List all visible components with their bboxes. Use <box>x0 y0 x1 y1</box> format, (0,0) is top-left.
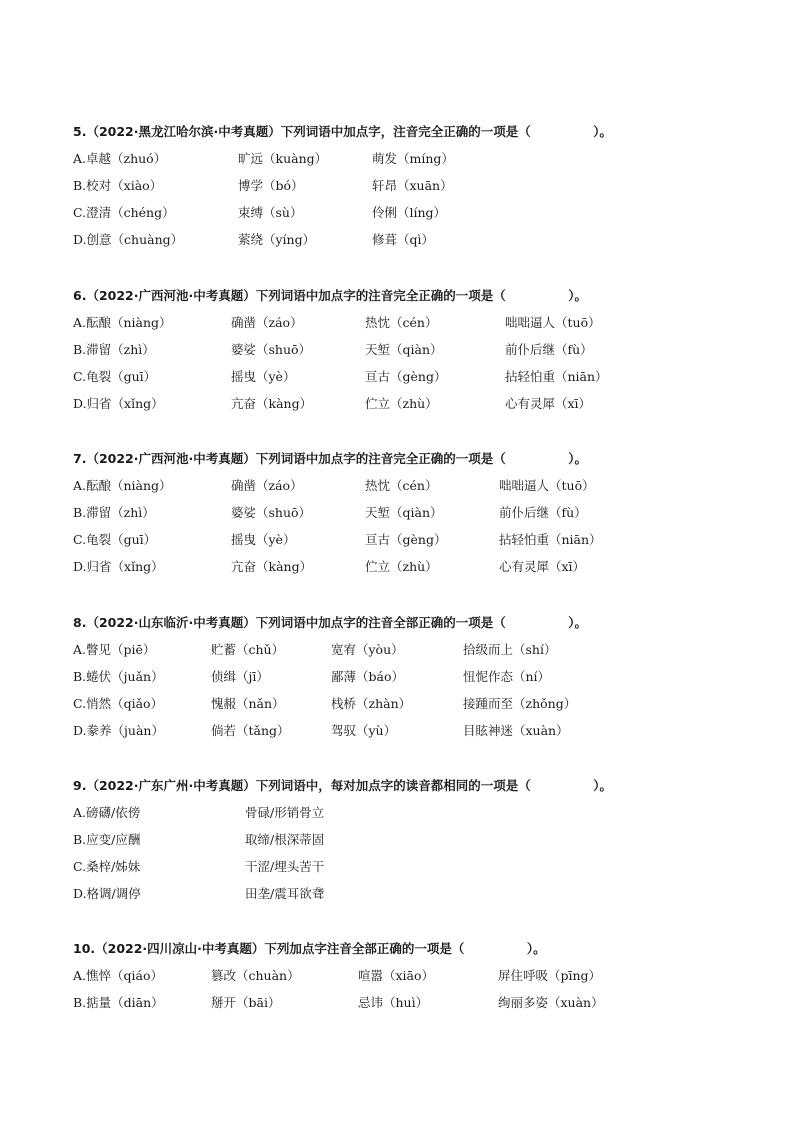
option-cell: 田垄/震耳欲聋 <box>245 886 325 901</box>
question-stem: 7.（2022·广西河池·中考真题）下列词语中加点字的注音完全正确的一项是（ ）。 <box>73 451 587 466</box>
option-cell: C.悄然（qiǎo） <box>73 696 164 711</box>
option-cell: D.豢养（juàn） <box>73 723 164 738</box>
option-cell: 骨碌/形销骨立 <box>245 805 325 820</box>
option-row-b <box>73 504 773 531</box>
option-row-a <box>73 641 773 668</box>
option-cell: A.憔悴（qiáo） <box>73 968 163 983</box>
option-cell: 侦缉（jī） <box>211 669 269 684</box>
option-cell: 忌讳（huì） <box>358 995 429 1010</box>
option-cell: D.归省（xǐng） <box>73 396 164 411</box>
option-cell: 修葺（qì） <box>372 232 434 247</box>
option-row-a <box>73 477 773 504</box>
question-stem: 5.（2022·黑龙江哈尔滨·中考真题）下列词语中加点字，注音完全正确的一项是（ ）。 <box>73 124 612 139</box>
option-row-b <box>73 994 773 1021</box>
option-cell: 萦绕（yíng） <box>238 232 316 247</box>
option-cell: 伶俐（líng） <box>372 205 447 220</box>
question-stem: 8.（2022·山东临沂·中考真题）下列词语中加点字的注音全部正确的一项是（ ）。 <box>73 615 587 630</box>
option-cell: 忸怩作态（ní） <box>463 669 551 684</box>
option-cell: B.蜷伏（juǎn） <box>73 669 164 684</box>
option-cell: 婆娑（shuō） <box>231 342 312 357</box>
option-row-b <box>73 177 773 204</box>
option-row-a <box>73 804 773 831</box>
question-6 <box>73 287 773 422</box>
option-cell: 伫立（zhù） <box>365 396 438 411</box>
option-cell: 喧嚣（xiāo） <box>358 968 435 983</box>
option-cell: B.滞留（zhì） <box>73 342 155 357</box>
option-cell: 亘古（gèng） <box>365 532 447 547</box>
option-row-c <box>73 695 773 722</box>
option-cell: A.酝酿（niàng） <box>73 315 172 330</box>
option-cell: 心有灵犀（xī） <box>505 396 592 411</box>
option-cell: 干涩/埋头苦干 <box>245 859 325 874</box>
option-cell: D.归省（xǐng） <box>73 559 164 574</box>
option-cell: 旷远（kuàng） <box>238 151 328 166</box>
option-cell: 确凿（záo） <box>231 478 303 493</box>
option-cell: 接踵而至（zhǒng） <box>463 696 577 711</box>
option-row-d <box>73 558 773 585</box>
option-cell: 摇曳（yè） <box>231 532 296 547</box>
option-cell: 前仆后继（fù） <box>499 505 587 520</box>
question-stem: 10.（2022·四川凉山·中考真题）下列加点字注音全部正确的一项是（ ）。 <box>73 941 546 956</box>
option-cell: 束缚（sù） <box>238 205 303 220</box>
option-cell: 鄙薄（báo） <box>331 669 404 684</box>
option-cell: 栈桥（zhàn） <box>331 696 412 711</box>
option-cell: B.滞留（zhì） <box>73 505 155 520</box>
option-row-c <box>73 368 773 395</box>
option-cell: 亘古（gèng） <box>365 369 447 384</box>
option-cell: 咄咄逼人（tuō） <box>499 478 595 493</box>
option-row-a <box>73 314 773 341</box>
option-cell: C.澄清（chéng） <box>73 205 175 220</box>
option-cell: 宽宥（yòu） <box>331 642 404 657</box>
option-row-b <box>73 831 773 858</box>
option-cell: 倘若（tǎng） <box>211 723 290 738</box>
option-row-c <box>73 531 773 558</box>
option-cell: 心有灵犀（xī） <box>499 559 586 574</box>
question-10 <box>73 940 773 1021</box>
option-cell: A.卓越（zhuó） <box>73 151 167 166</box>
option-cell: 咄咄逼人（tuō） <box>505 315 601 330</box>
option-row-d <box>73 395 773 422</box>
option-row-d <box>73 231 773 258</box>
option-cell: 天堑（qiàn） <box>365 342 443 357</box>
option-cell: 拈轻怕重（niān） <box>505 369 608 384</box>
option-cell: 摇曳（yè） <box>231 369 296 384</box>
question-8 <box>73 614 773 749</box>
option-cell: C.龟裂（guī） <box>73 532 157 547</box>
option-cell: 拾级而上（shí） <box>463 642 557 657</box>
option-row-d <box>73 885 773 912</box>
question-stem: 6.（2022·广西河池·中考真题）下列词语中加点字的注音完全正确的一项是（ ）。 <box>73 288 587 303</box>
option-cell: B.校对（xiào） <box>73 178 163 193</box>
option-cell: B.掂量（diān） <box>73 995 164 1010</box>
option-cell: 热忱（cén） <box>365 315 438 330</box>
option-cell: B.应变/应酬 <box>73 832 141 847</box>
option-cell: 热忱（cén） <box>365 478 438 493</box>
option-cell: 目眩神迷（xuàn） <box>463 723 569 738</box>
option-cell: C.龟裂（guī） <box>73 369 157 384</box>
option-cell: 驾驭（yù） <box>331 723 397 738</box>
option-cell: D.格调/调停 <box>73 886 141 901</box>
option-row-a <box>73 150 773 177</box>
option-cell: 婆娑（shuō） <box>231 505 312 520</box>
option-cell: A.磅礴/依傍 <box>73 805 141 820</box>
question-5 <box>73 123 773 258</box>
option-cell: 贮蓄（chǔ） <box>211 642 285 657</box>
question-7 <box>73 450 773 585</box>
option-row-c <box>73 204 773 231</box>
question-stem: 9.（2022·广东广州·中考真题）下列词语中，每对加点字的读音都相同的一项是（ ）。 <box>73 778 612 793</box>
option-cell: 亢奋（kàng） <box>231 396 313 411</box>
option-cell: 屏住呼吸（pīng） <box>498 968 602 983</box>
option-cell: 亢奋（kàng） <box>231 559 313 574</box>
option-cell: C.桑梓/姊妹 <box>73 859 141 874</box>
option-row-b <box>73 341 773 368</box>
option-cell: 掰开（bāi） <box>211 995 281 1010</box>
option-row-c <box>73 858 773 885</box>
option-row-a <box>73 967 773 994</box>
option-row-d <box>73 722 773 749</box>
option-cell: 愧赧（nǎn） <box>211 696 285 711</box>
option-cell: 拈轻怕重（niān） <box>499 532 602 547</box>
question-9 <box>73 777 773 912</box>
option-cell: 轩昂（xuān） <box>372 178 453 193</box>
option-cell: 绚丽多姿（xuàn） <box>498 995 604 1010</box>
option-cell: A.酝酿（niàng） <box>73 478 172 493</box>
option-cell: 确凿（záo） <box>231 315 303 330</box>
option-cell: D.创意（chuàng） <box>73 232 184 247</box>
option-cell: 取缔/根深蒂固 <box>245 832 325 847</box>
option-cell: A.瞥见（piē） <box>73 642 156 657</box>
option-cell: 萌发（míng） <box>372 151 454 166</box>
option-row-b <box>73 668 773 695</box>
option-cell: 天堑（qiàn） <box>365 505 443 520</box>
option-cell: 篡改（chuàn） <box>211 968 300 983</box>
option-cell: 伫立（zhù） <box>365 559 438 574</box>
option-cell: 前仆后继（fù） <box>505 342 593 357</box>
option-cell: 博学（bó） <box>238 178 304 193</box>
